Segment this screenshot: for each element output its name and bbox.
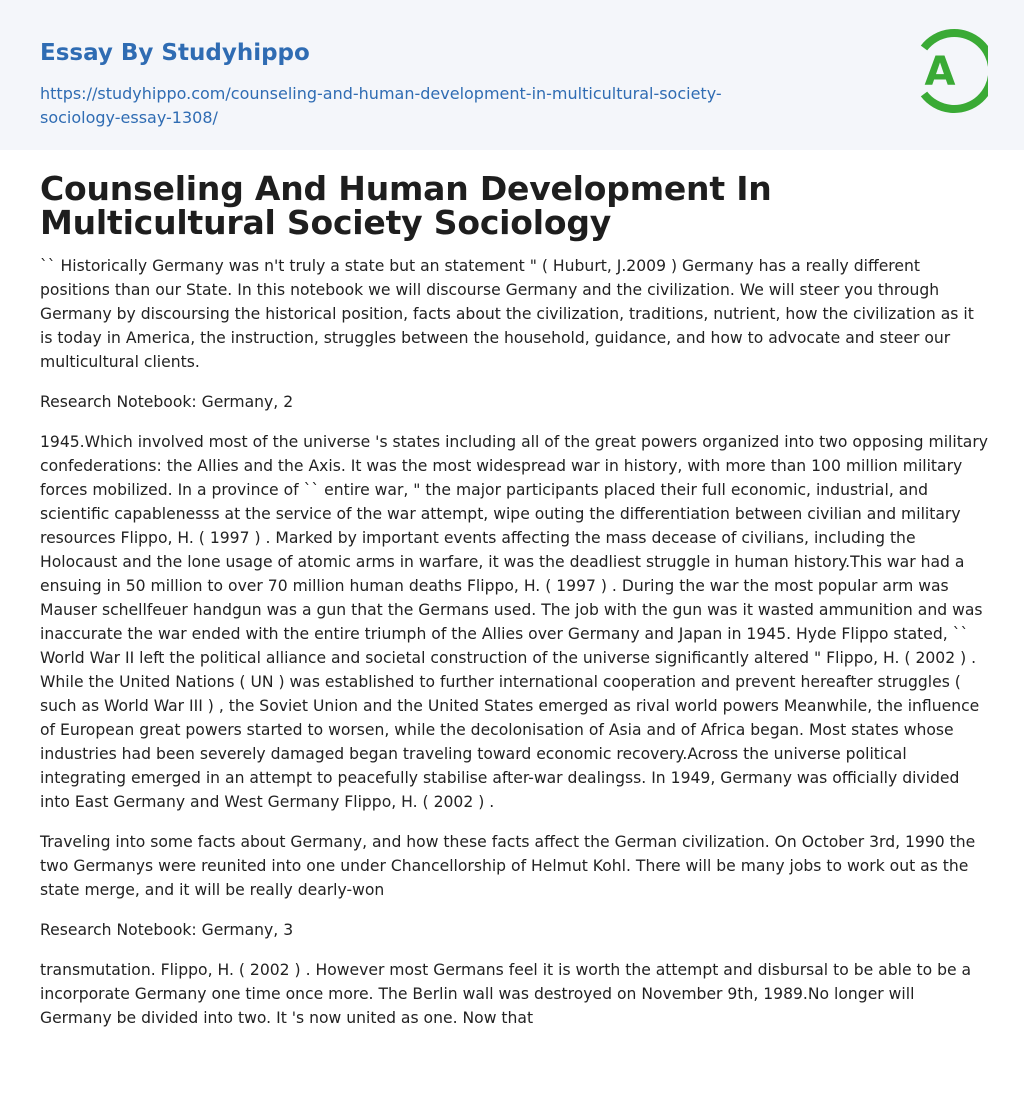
article-title: Counseling And Human Development In Multicultural Society Sociology <box>40 169 772 242</box>
logo-letter: A <box>924 49 956 95</box>
paragraph: 1945.Which involved most of the universe 's states including all of the great powers organized into two opposing military confederations: the Allies and the Axis. It was the most widespread war in history, with more than 100 million military forces mobilized. In a province of `` entire war, " the major participants placed their full economic, industrial, and scientific capablenesss at the service of the war attempt, wipe outing the differentiation between civilian and military resources Flippo, H. ( 1997 ) . Marked by important events affecting the mass decease of civilians, including the Holocaust and the lone usage of atomic arms in warfare, it was the deadliest struggle in human history.This war had a ensuing in 50 million to over 70 million human deaths Flippo, H. ( 1997 ) . During the war the most popular arm was Mauser schellfeuer handgun was a gun that the Germans used. The job with the gun was it wasted ammunition and was inaccurate the war ended with the entire triumph of the Allies over Germany and Japan in 1945. Hyde Flippo stated, `` World War II left the political alliance and societal construction of the universe significantly altered " Flippo, H. ( 2002 ) . While the United Nations ( UN ) was established to further international cooperation and prevent hereafter struggles ( such as World War III ) , the Soviet Union and the United States emerged as rival world powers Meanwhile, the influence of European great powers started to worsen, while the decolonisation of Asia and of Africa began. Most states whose industries had been severely damaged began traveling toward economic recovery.Across the universe political integrating emerged in an attempt to peacefully stabilise after-war dealingss. In 1949, Germany was officially divided into East Germany and West Germany Flippo, H. ( 2002 ) . <box>40 433 988 811</box>
page-marker: Research Notebook: Germany, 2 <box>40 393 294 411</box>
article <box>40 169 988 1030</box>
paragraph: Traveling into some facts about Germany, and how these facts affect the German civilization. On October 3rd, 1990 the two Germanys were reunited into one under Chancellorship of Helmut Kohl. There will be many jobs to work out as the state merge, and it will be really dearly-won <box>40 833 976 899</box>
site-header <box>0 0 1024 150</box>
paragraph: `` Historically Germany was n't truly a state but an statement " ( Huburt, J.2009 ) Germany has a really different positions than our State. In this notebook we will discourse Germany and the civilization. We will steer you through Germany by discoursing the historical position, facts about the civilization, traditions, nutrient, how the civilization as it is today in America, the instruction, struggles between the household, guidance, and how to advocate and steer our multicultural clients. <box>40 257 974 371</box>
essay-url-link[interactable]: https://studyhippo.com/counseling-and-human-development-in-multicultural-society-sociology-essay-1308/ <box>40 84 722 127</box>
grade-a-logo-icon[interactable] <box>912 28 988 116</box>
page-marker: Research Notebook: Germany, 3 <box>40 921 294 939</box>
paragraph: transmutation. Flippo, H. ( 2002 ) . However most Germans feel it is worth the attempt and disbursal to be able to be a incorporate Germany one time once more. The Berlin wall was destroyed on November 9th, 1989.No longer will Germany be divided into two. It 's now united as one. Now that <box>40 961 972 1027</box>
brand-title[interactable]: Essay By Studyhippo <box>40 40 310 66</box>
